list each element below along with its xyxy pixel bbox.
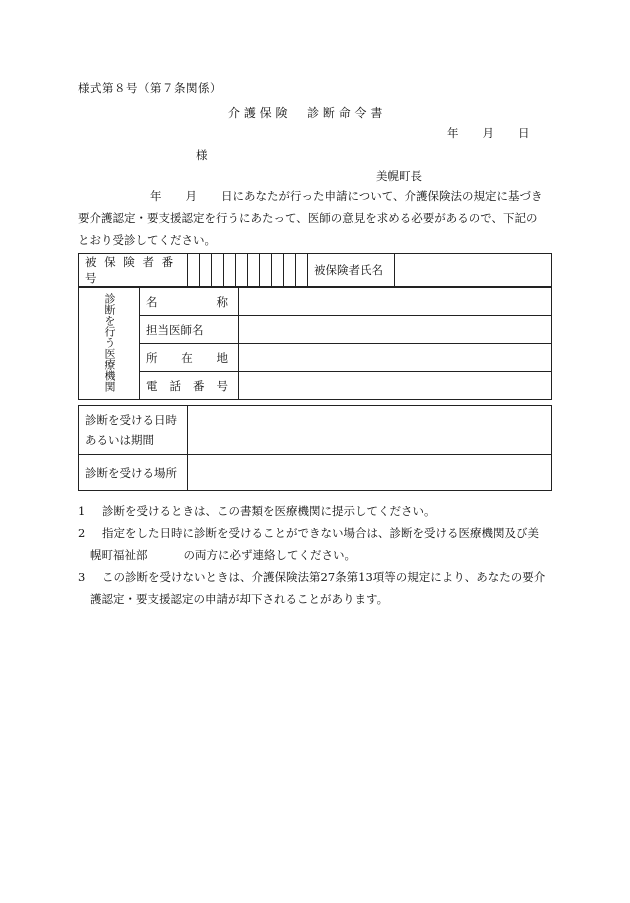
institution-name-field[interactable] [239, 288, 552, 316]
note-text-part: 幌町福祉部 [90, 548, 148, 562]
issue-date [447, 125, 530, 141]
insured-number-digit[interactable] [188, 254, 200, 287]
label-char: 所 [146, 350, 158, 365]
body-line-2: 要介護認定・要支援認定を行うにあたって、医師の意見を求める必要があるので、下記の [78, 211, 538, 225]
insured-number-digit[interactable] [260, 254, 272, 287]
note-number: 3 [78, 570, 86, 584]
schedule-table [78, 405, 552, 491]
insured-table [78, 253, 552, 287]
form-id: 様式第８号（第７条関係） [78, 81, 222, 95]
insured-name-field[interactable] [395, 254, 552, 287]
date-month: 月 [482, 126, 494, 140]
insured-number-digit[interactable] [224, 254, 236, 287]
note-continuation [78, 544, 552, 566]
institution-name-label [140, 288, 239, 316]
doctor-label: 担当医師名 [140, 316, 239, 344]
body-line-1 [78, 185, 552, 207]
phone-label [140, 372, 239, 400]
label-char: 号 [216, 378, 228, 393]
label-char: 話 [169, 378, 181, 393]
label-char: 称 [216, 294, 228, 309]
note-item [78, 566, 552, 588]
body-month: 月 [185, 189, 197, 203]
insured-number-digit[interactable] [248, 254, 260, 287]
institution-table [78, 287, 552, 400]
body-paragraph [78, 185, 552, 251]
note-item [78, 522, 552, 544]
note-text-part: 指定をした日時に診断を受けることができない場合は、診断を受ける医療機関及び美 [102, 526, 539, 540]
note-number: 2 [78, 526, 86, 540]
body-line-3: とおり受診してください。 [78, 233, 216, 247]
institution-group-label [79, 288, 140, 400]
label-char: 名 [146, 294, 158, 309]
insured-number-label: 被 保 険 者 番 号 [79, 254, 188, 287]
insured-number-digit[interactable] [236, 254, 248, 287]
note-text: 診断を受けるときは、この書類を医療機関に提示してください。 [102, 504, 436, 518]
location-field[interactable] [239, 344, 552, 372]
insured-name-label: 被保険者氏名 [308, 254, 395, 287]
location-label [140, 344, 239, 372]
insured-number-digit[interactable] [284, 254, 296, 287]
date-day: 日 [518, 126, 530, 140]
schedule-when-label: 診断を受ける日時あるいは期間 [79, 406, 188, 455]
addressee-suffix: 様 [196, 148, 208, 162]
doctor-field[interactable] [239, 316, 552, 344]
phone-field[interactable] [239, 372, 552, 400]
body-rest: 日にあなたが行った申請について、介護保険法の規定に基づき [221, 189, 543, 203]
insured-number-digit[interactable] [272, 254, 284, 287]
schedule-where-field[interactable] [188, 455, 552, 491]
label-char: 電 [146, 378, 158, 393]
note-text-part: の両方に必ず連絡してください。 [183, 548, 356, 562]
label-char: 地 [216, 350, 228, 365]
label-char: 番 [193, 378, 205, 393]
note-text: この診断を受けないときは、介護保険法第27条第13項等の規定により、あなたの要介 [102, 570, 546, 584]
issuer: 美幌町長 [376, 169, 422, 183]
page-title: 介 護 保 険 診 断 命 令 書 [228, 106, 383, 120]
insured-number-digit[interactable] [212, 254, 224, 287]
institution-group-text: 診断を行う医療機関 [103, 292, 116, 392]
note-item [78, 500, 552, 522]
schedule-when-field[interactable] [188, 406, 552, 455]
insured-number-digit[interactable] [296, 254, 308, 287]
notes [78, 500, 552, 610]
note-text [102, 522, 539, 544]
note-number: 1 [78, 504, 86, 518]
schedule-where-label: 診断を受ける場所 [79, 455, 188, 491]
insured-number-digit[interactable] [200, 254, 212, 287]
date-year: 年 [447, 126, 459, 140]
label-char: 在 [181, 350, 193, 365]
note-continuation: 護認定・要支援認定の申請が却下されることがあります。 [90, 592, 389, 606]
body-year: 年 [150, 189, 162, 203]
